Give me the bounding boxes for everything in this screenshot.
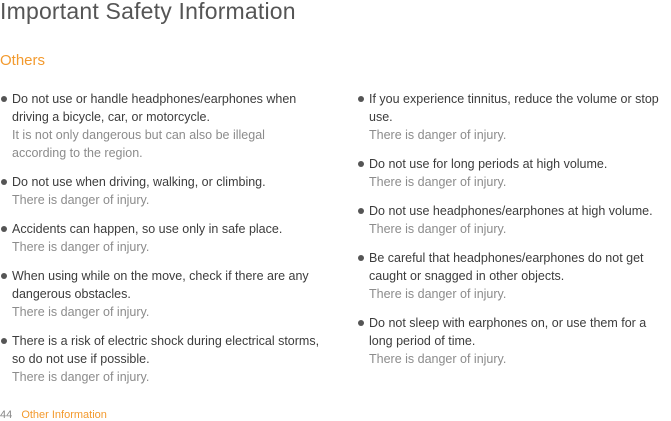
- list-item: [357, 314, 671, 368]
- bullet-icon: [1, 226, 7, 232]
- item-note-line: There is danger of injury.: [369, 128, 507, 142]
- bullet-icon: [358, 208, 364, 214]
- item-text-line: Accidents can happen, so use only in safe place.: [12, 222, 283, 236]
- item-text-line: driving a bicycle, car, or motorcycle.: [12, 110, 210, 124]
- item-note-line: There is danger of injury.: [369, 352, 507, 366]
- bullet-icon: [1, 96, 7, 102]
- list-item: [357, 155, 671, 191]
- list-item: [0, 220, 340, 256]
- item-text-line: Do not sleep with earphones on, or use them for a: [369, 316, 647, 330]
- right-column: [357, 90, 671, 379]
- page-number: 44: [0, 409, 13, 421]
- item-text-line: long period of time.: [369, 334, 476, 348]
- item-text-line: If you experience tinnitus, reduce the volume or stop: [369, 92, 659, 106]
- bullet-icon: [1, 338, 7, 344]
- bullet-icon: [1, 179, 7, 185]
- item-note-line: There is danger of injury.: [12, 193, 150, 207]
- item-text-line: caught or snagged in other objects.: [369, 269, 565, 283]
- item-text-line: use.: [369, 110, 393, 124]
- bullet-icon: [1, 273, 7, 279]
- page-title: Important Safety Information: [0, 0, 296, 24]
- item-text-line: dangerous obstacles.: [12, 287, 131, 301]
- left-column: [0, 90, 340, 397]
- bullet-icon: [358, 255, 364, 261]
- bullet-icon: [358, 320, 364, 326]
- item-text-line: Do not use when driving, walking, or climbing.: [12, 175, 266, 189]
- item-text-line: so do not use if possible.: [12, 352, 150, 366]
- list-item: [0, 90, 340, 162]
- list-item: [357, 90, 671, 144]
- footer-section-label: Other Information: [21, 409, 107, 421]
- item-note-line: according to the region.: [12, 146, 143, 160]
- list-item: [0, 173, 340, 209]
- item-text-line: Do not use or handle headphones/earphones when: [12, 92, 297, 106]
- item-note-line: There is danger of injury.: [12, 370, 150, 384]
- bullet-icon: [358, 96, 364, 102]
- list-item: [357, 249, 671, 303]
- section-title: Others: [0, 52, 46, 69]
- item-note-line: There is danger of injury.: [369, 287, 507, 301]
- item-text-line: Do not use for long periods at high volume.: [369, 157, 608, 171]
- item-note-line: There is danger of injury.: [12, 305, 150, 319]
- item-note-line: There is danger of injury.: [369, 222, 507, 236]
- item-text-line: There is a risk of electric shock during electrical storms,: [12, 334, 320, 348]
- item-text-line: Be careful that headphones/earphones do not get: [369, 251, 644, 265]
- page-footer: [0, 409, 107, 421]
- list-item: [0, 267, 340, 321]
- item-note-line: There is danger of injury.: [12, 240, 150, 254]
- bullet-icon: [358, 161, 364, 167]
- item-text-line: Do not use headphones/earphones at high volume.: [369, 204, 653, 218]
- item-text-line: When using while on the move, check if there are any: [12, 269, 309, 283]
- list-item: [357, 202, 671, 238]
- item-note-line: There is danger of injury.: [369, 175, 507, 189]
- item-note-line: It is not only dangerous but can also be illegal: [12, 128, 265, 142]
- list-item: [0, 332, 340, 386]
